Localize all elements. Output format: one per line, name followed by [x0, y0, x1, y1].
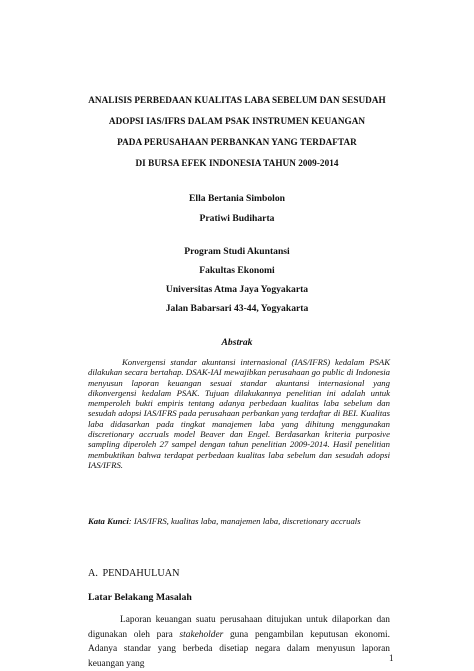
section-number: A.: [88, 568, 98, 579]
title-line-2: ADOPSI IAS/IFRS DALAM PSAK INSTRUMEN KEUANGAN: [108, 116, 366, 126]
abstract-text: Konvergensi standar akuntansi internasional (IAS/IFRS) kedalam PSAK dilakukan secara bertahap. DSAK-IAI mewajibkan perusahaan go public di Indonesia menyusun laporan keuangan sesuai standar akuntansi internasional yang dikonvergensi kedalam PSAK. Tujuan dilakukannya penelitian ini adalah untuk memperoleh bukti empiris tentang adanya perbedaan kualitas laba sebelum dan sesudah adopsi IAS/IFRS pada perusahaan perbankan yang terdaftar di BEI. Kualitas laba didasarkan pada tingkat manajemen laba yang dihitung menggunakan discretionary accruals model Beaver dan Engel. Berdasarkan kriteria purposive sampling diperoleh 27 sampel dengan tahun penelitian 2009-2014. Hasil penelitian membuktikan bahwa terdapat perbedaan kualitas laba sebelum dan sesudah adopsi IAS/IFRS.: [88, 357, 390, 470]
keywords-label: Kata Kunci: [88, 516, 129, 526]
abstract-body: [88, 357, 390, 470]
author-name: Pratiwi Budiharta: [199, 213, 275, 224]
affiliation-line: Fakultas Ekonomi: [199, 265, 275, 276]
keywords-text: : IAS/IFRS, kualitas laba, manajemen laba, discretionary accruals: [128, 516, 361, 526]
body-text-run: guna pengambilan keputusan ekonomi. Adanya standar yang berbeda disetiap negara dalam menyusun laporan keuangan yang: [88, 629, 390, 669]
affiliation-line: Jalan Babarsari 43-44, Yogyakarta: [165, 303, 309, 314]
affiliation-line: Program Studi Akuntansi: [184, 246, 290, 257]
subsection-heading: Latar Belakang Masalah: [88, 592, 192, 603]
body-text-run: Laporan keuangan suatu perusahaan ditujukan untuk dilaporkan dan digunakan oleh para: [88, 615, 390, 640]
body-paragraph: [88, 613, 390, 671]
title-line-4: DI BURSA EFEK INDONESIA TAHUN 2009-2014: [135, 158, 339, 168]
section-title: PENDAHULUAN: [102, 568, 180, 579]
title-line-3: PADA PERUSAHAAN PERBANKAN YANG TERDAFTAR: [117, 137, 357, 147]
body-italic-run: stakeholder: [179, 629, 224, 640]
affiliation-line: Universitas Atma Jaya Yogyakarta: [165, 284, 309, 295]
author-name: Ella Bertania Simbolon: [189, 193, 285, 204]
body-text: [88, 613, 390, 671]
page-number: 1: [389, 653, 394, 663]
keywords: [88, 516, 398, 526]
title-line-1: ANALISIS PERBEDAAN KUALITAS LABA SEBELUM DAN SESUDAH: [88, 95, 386, 105]
abstract-heading: Abstrak: [221, 337, 253, 348]
section-heading: [88, 568, 179, 579]
